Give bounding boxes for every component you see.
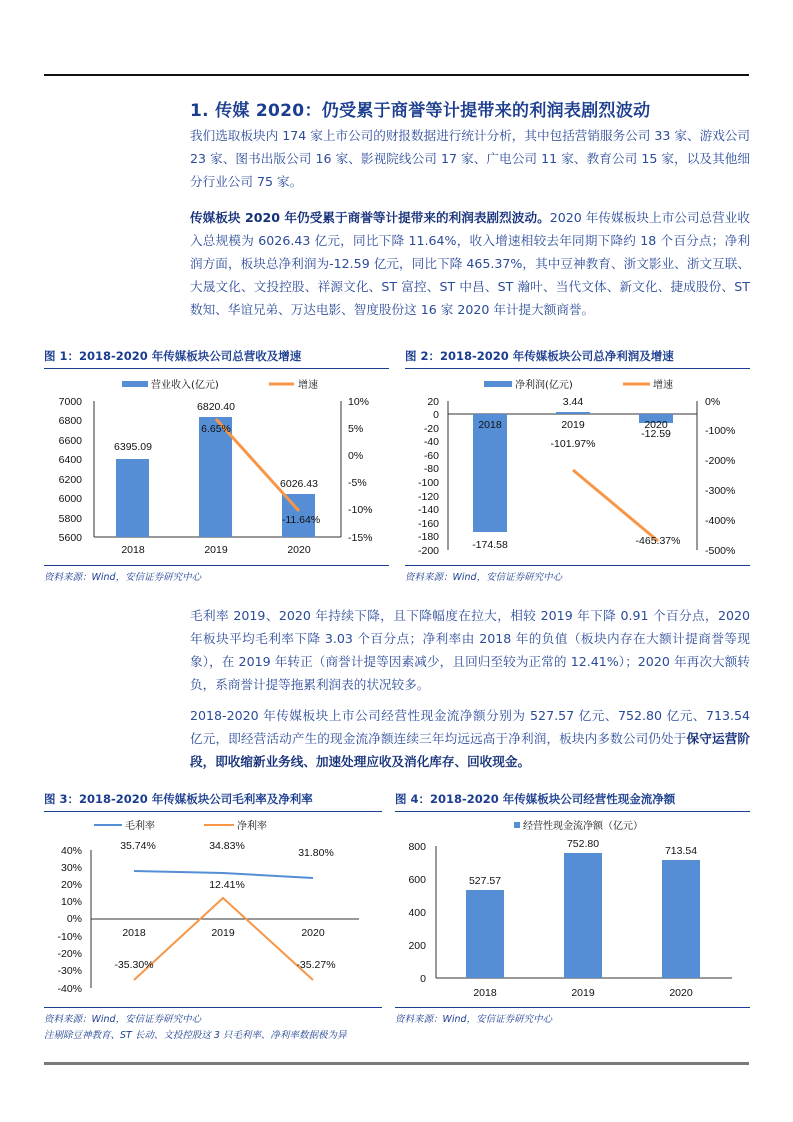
svg-text:-300%: -300% xyxy=(705,485,736,497)
svg-text:-140: -140 xyxy=(417,504,439,516)
svg-text:10%: 10% xyxy=(348,396,370,408)
svg-text:-11.64%: -11.64% xyxy=(281,514,321,526)
svg-text:-35.30%: -35.30% xyxy=(114,959,154,971)
y-axis-left xyxy=(59,396,83,544)
figure-4-title: 图 4：2018-2020 年传媒板块公司经营性现金流净额 xyxy=(395,791,750,812)
svg-text:-20: -20 xyxy=(423,423,439,435)
figure-3-title: 图 3：2018-2020 年传媒板块公司毛利率及净利率 xyxy=(44,791,382,812)
svg-text:6800: 6800 xyxy=(58,415,82,427)
svg-text:5%: 5% xyxy=(348,423,364,435)
svg-text:12.41%: 12.41% xyxy=(209,879,245,891)
bar-2018 xyxy=(466,890,504,978)
svg-text:2018: 2018 xyxy=(473,987,497,999)
paragraph-lead-bold: 传媒板块 2020 年仍受累于商誉等计提带来的利润表剧烈波动。 xyxy=(190,210,550,225)
figure-1 xyxy=(44,348,389,369)
svg-text:-120: -120 xyxy=(417,491,439,503)
figure-2 xyxy=(405,348,750,369)
svg-text:-12.59: -12.59 xyxy=(641,428,671,440)
svg-text:6820.40: 6820.40 xyxy=(197,401,235,413)
bar-2019 xyxy=(564,853,602,978)
svg-text:30%: 30% xyxy=(60,862,82,874)
svg-text:713.54: 713.54 xyxy=(664,845,698,857)
svg-text:400: 400 xyxy=(408,907,426,919)
svg-text:-174.58: -174.58 xyxy=(472,539,508,551)
svg-text:-60: -60 xyxy=(423,450,439,462)
svg-text:-15%: -15% xyxy=(348,532,373,544)
svg-text:-100%: -100% xyxy=(705,425,736,437)
legend-bar-label: 营业收入(亿元) xyxy=(151,380,219,391)
paragraph-cashflow: 2018-2020 年传媒板块上市公司经营性现金流净额分别为 527.57 亿元、752.80 亿元、713.54 亿元，即经营活动产生的现金流净额连续三年均远远高于净利润，板块内多数公司仍处于保守运营阶段，即收缩新业务线、加速处理应收及消化库存、回收现金。 xyxy=(190,708,751,769)
svg-text:-200%: -200% xyxy=(705,455,736,467)
svg-text:-180: -180 xyxy=(417,531,439,543)
paragraph-margins: 毛利率 2019、2020 年持续下降，且下降幅度在拉大，相较 2019 年下降 0.91 个百分点，2020 年板块平均毛利率下降 3.03 个百分点；净利率由 2018 年的负值（板块内存在大额计提商誉等现象），在 2019 年转正（商誉计提等因素减少，且回归至较为正常的 12.41%）；2020 年再次大额转负，系商誉计提等拖累利润表的状况较多。 xyxy=(190,608,750,692)
svg-text:-20%: -20% xyxy=(57,948,82,960)
svg-text:-200: -200 xyxy=(417,545,439,557)
svg-text:34.83%: 34.83% xyxy=(209,840,245,852)
bar-2018 xyxy=(473,414,507,532)
svg-text:-40: -40 xyxy=(423,436,439,448)
svg-text:2020: 2020 xyxy=(301,927,325,939)
figure-4 xyxy=(395,791,750,812)
legend-bar-swatch xyxy=(122,381,148,387)
svg-text:40%: 40% xyxy=(60,845,82,857)
header-rule xyxy=(44,74,749,76)
svg-text:752.80: 752.80 xyxy=(566,838,600,850)
svg-text:2018: 2018 xyxy=(122,927,146,939)
svg-text:0: 0 xyxy=(420,973,426,985)
svg-text:毛利率: 毛利率 xyxy=(125,821,155,832)
svg-text:20: 20 xyxy=(427,396,439,408)
svg-text:6026.43: 6026.43 xyxy=(280,478,318,490)
bar-2020 xyxy=(662,860,700,978)
y-axis-left xyxy=(418,396,439,557)
svg-text:527.57: 527.57 xyxy=(468,875,502,887)
svg-text:2019: 2019 xyxy=(204,544,228,556)
bar-2019 xyxy=(556,412,590,414)
svg-text:5600: 5600 xyxy=(58,532,82,544)
figure-3-source: 资料来源：Wind，安信证券研究中心 xyxy=(44,1007,382,1025)
svg-text:31.80%: 31.80% xyxy=(298,847,334,859)
svg-text:2019: 2019 xyxy=(211,927,235,939)
y-axis-right xyxy=(348,396,373,544)
svg-text:-35.27%: -35.27% xyxy=(296,959,336,971)
svg-text:0%: 0% xyxy=(66,913,82,925)
svg-text:6.65%: 6.65% xyxy=(201,423,231,435)
svg-text:2020: 2020 xyxy=(287,544,311,556)
figure-2-source: 资料来源：Wind，安信证券研究中心 xyxy=(405,565,750,583)
figure-1-source: 资料来源：Wind，安信证券研究中心 xyxy=(44,565,389,583)
svg-text:-400%: -400% xyxy=(705,515,736,527)
svg-text:-160: -160 xyxy=(417,518,439,530)
figure-3 xyxy=(44,791,382,812)
svg-text:0: 0 xyxy=(433,409,439,421)
figure-1-chart xyxy=(44,370,389,560)
svg-text:-5%: -5% xyxy=(348,477,367,489)
gross-margin-line xyxy=(134,871,313,878)
svg-text:-30%: -30% xyxy=(57,965,82,977)
svg-text:净利率: 净利率 xyxy=(237,821,267,832)
svg-text:2020: 2020 xyxy=(669,987,693,999)
svg-text:6000: 6000 xyxy=(58,493,82,505)
svg-text:-500%: -500% xyxy=(705,545,736,557)
paragraph-revenue-profit: 传媒板块 2020 年仍受累于商誉等计提带来的利润表剧烈波动。2020 年传媒板块上市公司总营业收入总规模为 6026.43 亿元，同比下降 11.64%，收入增速相较去年同期下降约 18 个百分点；净利润方面，板块总净利润为-12.59 亿元，同比下降 465.37%，其中豆神教育、浙文影业、浙文互联、大晟文化、文投控股、祥源文化、ST 富控、ST 中昌、ST 瀚叶、当代文体、新文化、捷成股份、ST 数知、华谊兄弟、万达电影、智度股份这 16 家 2020 年计提大额商誉。 xyxy=(190,210,750,317)
svg-text:2019: 2019 xyxy=(561,419,585,431)
figure-3-note: 注剔除豆神教育、ST 长动、文投控股这 3 只毛利率、净利率数据极为异 xyxy=(44,1030,347,1041)
svg-text:600: 600 xyxy=(408,874,426,886)
net-margin-line xyxy=(134,898,313,980)
svg-text:-10%: -10% xyxy=(57,931,82,943)
svg-text:-10%: -10% xyxy=(348,504,373,516)
svg-text:10%: 10% xyxy=(60,896,82,908)
svg-text:经营性现金流净额（亿元）: 经营性现金流净额（亿元） xyxy=(523,821,643,832)
bar-2018 xyxy=(116,459,149,537)
svg-text:-80: -80 xyxy=(423,463,439,475)
svg-text:20%: 20% xyxy=(60,879,82,891)
svg-text:800: 800 xyxy=(408,841,426,853)
bar-2019 xyxy=(199,417,232,537)
figure-2-chart xyxy=(405,370,750,560)
svg-text:3.44: 3.44 xyxy=(562,396,584,408)
section-title: 1. 传媒 2020：仍受累于商誉等计提带来的利润表剧烈波动 xyxy=(190,101,651,121)
svg-text:2019: 2019 xyxy=(571,987,595,999)
svg-text:5800: 5800 xyxy=(58,513,82,525)
svg-text:35.74%: 35.74% xyxy=(120,840,156,852)
figure-4-source: 资料来源：Wind，安信证券研究中心 xyxy=(395,1007,750,1025)
figure-4-chart xyxy=(390,812,750,1007)
figure-1-title: 图 1：2018-2020 年传媒板块公司总营收及增速 xyxy=(44,348,389,369)
legend-line-label: 增速 xyxy=(298,380,318,391)
svg-text:-40%: -40% xyxy=(57,983,82,995)
svg-text:净利润(亿元): 净利润(亿元) xyxy=(515,380,573,391)
svg-text:0%: 0% xyxy=(348,450,364,462)
svg-text:增速: 增速 xyxy=(653,380,673,391)
svg-text:6600: 6600 xyxy=(58,435,82,447)
svg-text:7000: 7000 xyxy=(58,396,82,408)
svg-text:200: 200 xyxy=(408,940,426,952)
svg-text:-101.97%: -101.97% xyxy=(550,438,596,450)
svg-text:0%: 0% xyxy=(705,396,721,408)
svg-text:2018: 2018 xyxy=(478,419,502,431)
figure-2-title: 图 2：2018-2020 年传媒板块公司总净利润及增速 xyxy=(405,348,750,369)
svg-text:6200: 6200 xyxy=(58,474,82,486)
svg-text:2018: 2018 xyxy=(121,544,145,556)
svg-text:6395.09: 6395.09 xyxy=(114,441,152,453)
svg-text:-100: -100 xyxy=(417,477,439,489)
svg-text:-465.37%: -465.37% xyxy=(635,535,681,547)
paragraph-sample-intro: 我们选取板块内 174 家上市公司的财报数据进行统计分析，其中包括营销服务公司 33 家、游戏公司 23 家、图书出版公司 16 家、影视院线公司 17 家、广电公司 11 家、教育公司 15 家，以及其他细分行业公司 75 家。 xyxy=(190,128,750,189)
svg-text:6400: 6400 xyxy=(58,454,82,466)
footer-rule xyxy=(44,1062,749,1065)
svg-text:2020: 2020 xyxy=(644,419,668,431)
figure-3-chart xyxy=(44,812,389,1012)
